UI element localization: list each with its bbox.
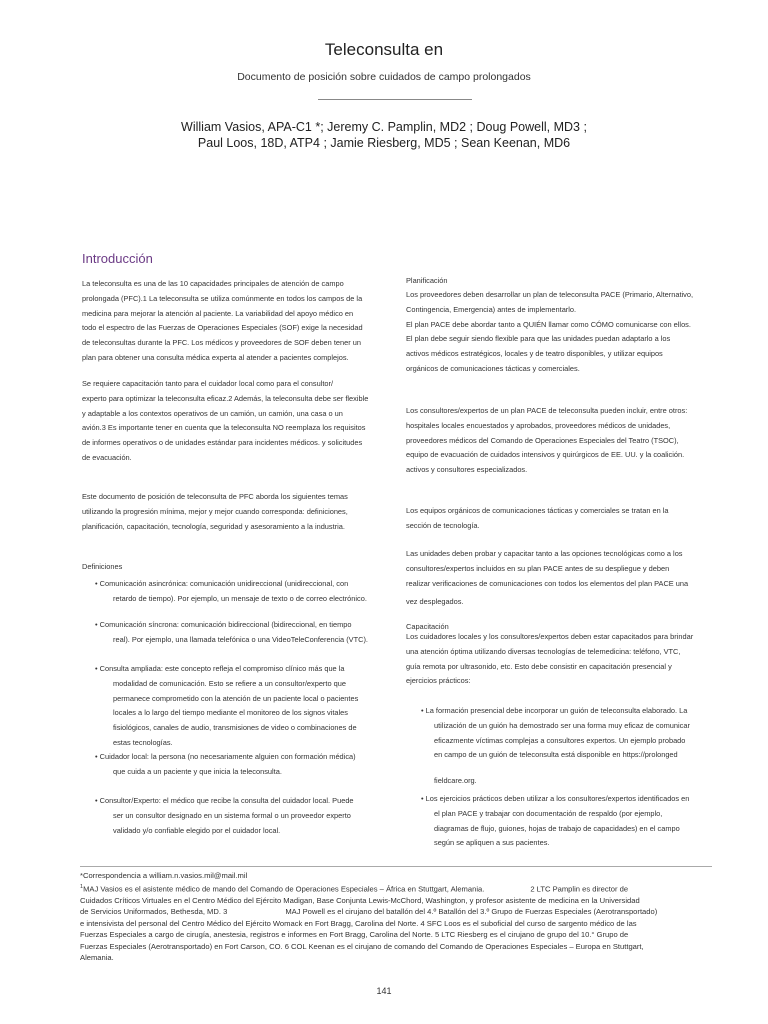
- text-line: real). Por ejemplo, una llamada telefónica o una VideoTeleConferencia (VTC).: [113, 634, 368, 644]
- left-paragraph-2: [82, 377, 382, 466]
- capacitacion-label: Capacitación: [406, 622, 449, 631]
- text-line: que cuida a un paciente y que inicia la teleconsulta.: [113, 766, 282, 776]
- text-line: de evacuación.: [82, 452, 132, 462]
- training-bullet-presencial: [421, 704, 717, 789]
- text-line: utilizando la progresión mínima, mejor y mejor cuando corresponda: definiciones,: [82, 506, 348, 516]
- text-line: guía remota por ultrasonido, etc. Esto debe consistir en capacitación presencial y: [406, 661, 672, 671]
- right-paragraph-5: [406, 630, 716, 689]
- text-line: fieldcare.org.: [434, 776, 477, 786]
- text-line: activos y consultores especializados.: [406, 465, 528, 475]
- footnote-marker: 1: [80, 883, 84, 890]
- footnote-line: e intensivista del personal del Centro Médico del Ejército Womack en Fort Bragg, Carolina del Norte. 4 SFC Loos es el suboficial del curso de sargento médico de las: [80, 918, 637, 928]
- footnote-line: [80, 882, 720, 895]
- text-line: proveedores médicos del Comando de Operaciones Especiales del Teatro (TSOC),: [406, 435, 679, 445]
- footnote-line: [80, 906, 720, 918]
- text-line: utilización de un guión ha demostrado ser una forma muy eficaz de comunicar: [434, 720, 690, 730]
- text-line: Los cuidadores locales y los consultores/expertos deben estar capacitados para brindar: [406, 632, 694, 641]
- footnote-text: MAJ Vasios es el asistente médico de mando del Comando de Operaciones Especiales – África en Stuttgart, Alemania.: [83, 884, 485, 894]
- text-line: activos médicos estratégicos, locales y de teatro disponibles, y utilizar equipos: [406, 349, 663, 359]
- text-line: El plan PACE debe abordar tanto a QUIÉN llamar como CÓMO comunicarse con ellos.: [406, 319, 691, 329]
- text-line: en campo de un guión de teleconsulta está disponible en https://prolonged: [434, 750, 678, 760]
- text-line: eficazmente víctimas complejas a consultores expertos. Un ejemplo probado: [434, 735, 686, 745]
- text-line: retardo de tiempo). Por ejemplo, un mensaje de texto o de correo electrónico.: [113, 593, 367, 603]
- definition-asincronica: [95, 577, 395, 607]
- document-title: Teleconsulta en: [324, 40, 444, 59]
- text-line: Los proveedores deben desarrollar un plan de teleconsulta PACE (Primario, Alternativo,: [406, 290, 694, 299]
- text-line: consultores/expertos incluidos en su plan PACE antes de su despliegue y deben: [406, 563, 670, 573]
- text-line: Los consultores/expertos de un plan PACE de teleconsulta pueden incluir, entre otros:: [406, 406, 688, 415]
- text-line: ser un consultor designado en un sistema formal o un proveedor experto: [113, 810, 351, 820]
- title-divider: [318, 99, 472, 100]
- text-line: • Cuidador local: la persona (no necesariamente alguien con formación médica): [95, 752, 356, 761]
- section-heading: Introducción: [82, 251, 153, 266]
- text-line: Los equipos orgánicos de comunicaciones tácticas y comerciales se tratan en la: [406, 506, 669, 515]
- document-subtitle: Documento de posición sobre cuidados de campo prolongados: [237, 71, 531, 83]
- text-line: modalidad de comunicación. Esto se refiere a un consultor/experto que: [113, 678, 346, 688]
- text-line: diagramas de flujo, guiones, hojas de trabajo de capacidades) en el campo: [434, 823, 680, 833]
- left-paragraph-1: [82, 277, 382, 366]
- definition-consultor-experto: [95, 794, 395, 838]
- footnotes: [80, 870, 720, 964]
- text-line: Este documento de posición de teleconsulta de PFC aborda los siguientes temas: [82, 492, 348, 501]
- footnote-text: de Servicios Uniformados, Bethesda, MD. 3: [80, 907, 228, 917]
- definition-consulta-ampliada: [95, 662, 395, 751]
- text-line: experto para optimizar la teleconsulta eficaz.2 Además, la teleconsulta debe ser flexible: [82, 393, 369, 403]
- text-line: Las unidades deben probar y capacitar tanto a las opciones tecnológicas como a los: [406, 549, 683, 558]
- authors-block: [150, 119, 618, 151]
- text-line: ejercicios prácticos:: [406, 676, 471, 686]
- text-line: El plan debe seguir siendo flexible para que las unidades puedan adaptarlo a los: [406, 334, 671, 344]
- text-line: permanece comprometido con la atención de un paciente local o pacientes: [113, 693, 359, 703]
- text-line: • Los ejercicios prácticos deben utilizar a los consultores/expertos identificados en: [421, 794, 690, 803]
- text-line: vez desplegados.: [406, 597, 464, 607]
- text-line: fisiológicos, canales de audio, transmisiones de video o combinaciones de: [113, 723, 357, 733]
- text-line: prolongada (PFC).1 La teleconsulta se utiliza comúnmente en todos los campos de la: [82, 293, 363, 303]
- text-line: el plan PACE y trabajar con documentación de respaldo (por ejemplo,: [434, 808, 663, 818]
- text-line: todo el espectro de las Fuerzas de Operaciones Especiales (SOF) exige la necesidad: [82, 323, 363, 333]
- footnote-text: 2 LTC Pamplin es director de: [530, 884, 629, 894]
- text-line: realizar verificaciones de comunicaciones con todos los elementos del plan PACE una: [406, 578, 689, 588]
- authors-line-2: Paul Loos, 18D, ATP4 ; Jamie Riesberg, MD5 ; Sean Keenan, MD6: [197, 136, 571, 150]
- text-line: • Comunicación síncrona: comunicación bidireccional (bidireccional, en tiempo: [95, 620, 352, 629]
- right-paragraph-3: [406, 504, 716, 534]
- text-line: y adaptable a los contextos operativos de un camión, un camión, una casa o un: [82, 408, 343, 418]
- text-line: Contingencia, Emergencia) antes de implementarlo.: [406, 304, 577, 314]
- page-number: 141: [376, 986, 392, 996]
- footnote-line: Alemania.: [80, 953, 114, 963]
- text-line: • Comunicación asincrónica: comunicación unidireccional (unidireccional, con: [95, 579, 349, 588]
- text-line: orgánicos de comunicaciones tácticas y comerciales.: [406, 363, 580, 373]
- definition-sincronica: [95, 618, 395, 648]
- text-line: plan para obtener una consulta médica experta al atender a pacientes complejos.: [82, 352, 349, 362]
- footnote-text: MAJ Powell es el cirujano del batallón del 4.º Batallón del 3.º Grupo de Fuerzas Especiales (Aerotransportado): [285, 907, 658, 917]
- text-line: equipo de evacuación de cuidados intensivos y quirúrgicos de EE. UU. y la coalición.: [406, 450, 685, 460]
- footnote-line: Fuerzas Especiales (Aerotransportado) en Fort Carson, CO. 6 COL Keenan es el cirujano de comando del Comando de Operaciones Especiales – Europa en Stuttgart,: [80, 941, 644, 951]
- text-line: sección de tecnología.: [406, 520, 480, 530]
- left-paragraph-3: [82, 490, 382, 534]
- right-paragraph-1: [406, 288, 716, 377]
- footnote-divider: [80, 866, 712, 867]
- correspondence-note: *Correspondencia a william.n.vasios.mil@mail.mil: [80, 871, 248, 880]
- text-line: planificación, capacitación, tecnología, seguridad y asesoramiento a la industria.: [82, 521, 345, 531]
- planificacion-label: Planificación: [406, 276, 448, 285]
- text-line: hospitales locales encuestados y aprobados, proveedores médicos de unidades,: [406, 420, 671, 430]
- text-line: de informes operativos o de unidades estándar para incidentes médicos. y solicitudes: [82, 438, 363, 448]
- text-line: validado y/o confiable elegido por el cuidador local.: [113, 825, 281, 835]
- text-line: una atención óptima utilizando diversas tecnologías de telemedicina: teléfono, VTC,: [406, 646, 681, 656]
- text-line: • Consultor/Experto: el médico que recibe la consulta del cuidador local. Puede: [95, 796, 354, 805]
- text-line: • La formación presencial debe incorporar un guión de teleconsulta elaborado. La: [421, 706, 688, 715]
- text-line: La teleconsulta es una de las 10 capacidades principales de atención de campo: [82, 279, 344, 288]
- definition-cuidador-local: [95, 750, 395, 780]
- text-line: de teleconsultas durante la PFC. Los médicos y proveedores de SOF deben tener un: [82, 338, 361, 348]
- text-line: Se requiere capacitación tanto para el cuidador local como para el consultor/: [82, 379, 334, 388]
- text-line: • Consulta ampliada: este concepto refleja el compromiso clínico más que la: [95, 664, 345, 673]
- footnote-line: Cuidados Críticos Virtuales en el Centro Médico del Ejército Madigan, Base Conjunta Lewis-McChord, Washington, y profesor asistente de medicina en la Universidad: [80, 895, 640, 905]
- authors-line-1: William Vasios, APA-C1 *; Jeremy C. Pamplin, MD2 ; Doug Powell, MD3 ;: [181, 120, 587, 134]
- training-bullet-ejercicios: [421, 792, 717, 851]
- definiciones-label: Definiciones: [82, 562, 123, 571]
- right-paragraph-4: [406, 547, 716, 610]
- text-line: según se apliquen a sus pacientes.: [434, 838, 550, 848]
- text-line: avión.3 Es importante tener en cuenta que la teleconsulta NO reemplaza los requisitos: [82, 423, 366, 433]
- text-line: estas tecnologías.: [113, 737, 173, 747]
- right-paragraph-2: [406, 404, 716, 478]
- text-line: medicina para mejorar la atención al paciente. La variabilidad del apoyo médico en: [82, 308, 354, 318]
- text-line: locales a lo largo del tiempo mediante el monitoreo de los signos vitales: [113, 708, 348, 718]
- footnote-line: Fuerzas Especiales a cargo de cirugía, anestesia, registros e informes en Fort Bragg, Carolina del Norte. 5 LTC Riesberg es el cirujano de grupo del 10.° Grupo de: [80, 930, 629, 940]
